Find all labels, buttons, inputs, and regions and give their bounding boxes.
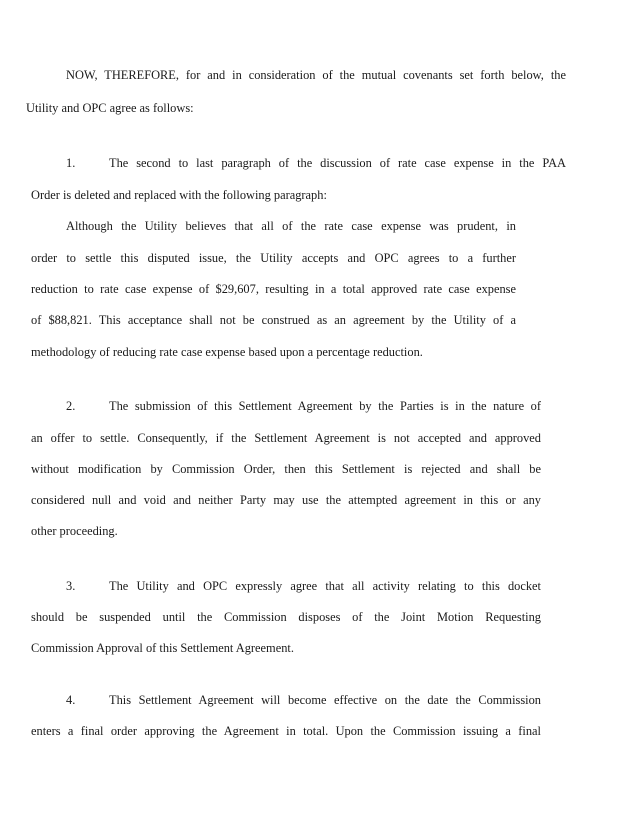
item-3-line-3: Commission Approval of this Settlement Agreement.: [31, 641, 294, 655]
item-2-number: 2.: [66, 399, 76, 413]
item-1-sub-line-2: order to settle this disputed issue, the Utility accepts and OPC agrees to a further: [31, 251, 516, 265]
item-4-number: 4.: [66, 693, 76, 707]
item-1-line-2: Order is deleted and replaced with the following paragraph:: [31, 188, 327, 202]
item-3-line-1: The Utility and OPC expressly agree that all activity relating to this docket: [109, 579, 541, 593]
item-4-line-1: This Settlement Agreement will become effective on the date the Commission: [109, 693, 541, 707]
item-1-number: 1.: [66, 156, 76, 170]
item-2-line-4: considered null and void and neither Party may use the attempted agreement in this or any: [31, 493, 541, 507]
item-2-line-5: other proceeding.: [31, 524, 118, 538]
item-1-line-1: The second to last paragraph of the discussion of rate case expense in the PAA: [109, 156, 566, 170]
item-4-line-2: enters a final order approving the Agreement in total. Upon the Commission issuing a final: [31, 724, 541, 738]
item-1-sub-line-4: of $88,821. This acceptance shall not be construed as an agreement by the Utility of a: [31, 313, 516, 327]
item-3-number: 3.: [66, 579, 76, 593]
item-2-line-3: without modification by Commission Order, then this Settlement is rejected and shall be: [31, 462, 541, 476]
item-2-line-2: an offer to settle. Consequently, if the Settlement Agreement is not accepted and approved: [31, 431, 541, 445]
item-3-line-2: should be suspended until the Commission disposes of the Joint Motion Requesting: [31, 610, 541, 624]
intro-line-2: Utility and OPC agree as follows:: [26, 101, 194, 115]
item-2-line-1: The submission of this Settlement Agreement by the Parties is in the nature of: [109, 399, 541, 413]
item-1-sub-line-3: reduction to rate case expense of $29,607, resulting in a total approved rate case expense: [31, 282, 516, 296]
item-1-sub-line-1: Although the Utility believes that all of the rate case expense was prudent, in: [66, 219, 516, 233]
intro-line-1: NOW, THEREFORE, for and in consideration of the mutual covenants set forth below, the: [66, 68, 566, 82]
item-1-sub-line-5: methodology of reducing rate case expense based upon a percentage reduction.: [31, 345, 423, 359]
